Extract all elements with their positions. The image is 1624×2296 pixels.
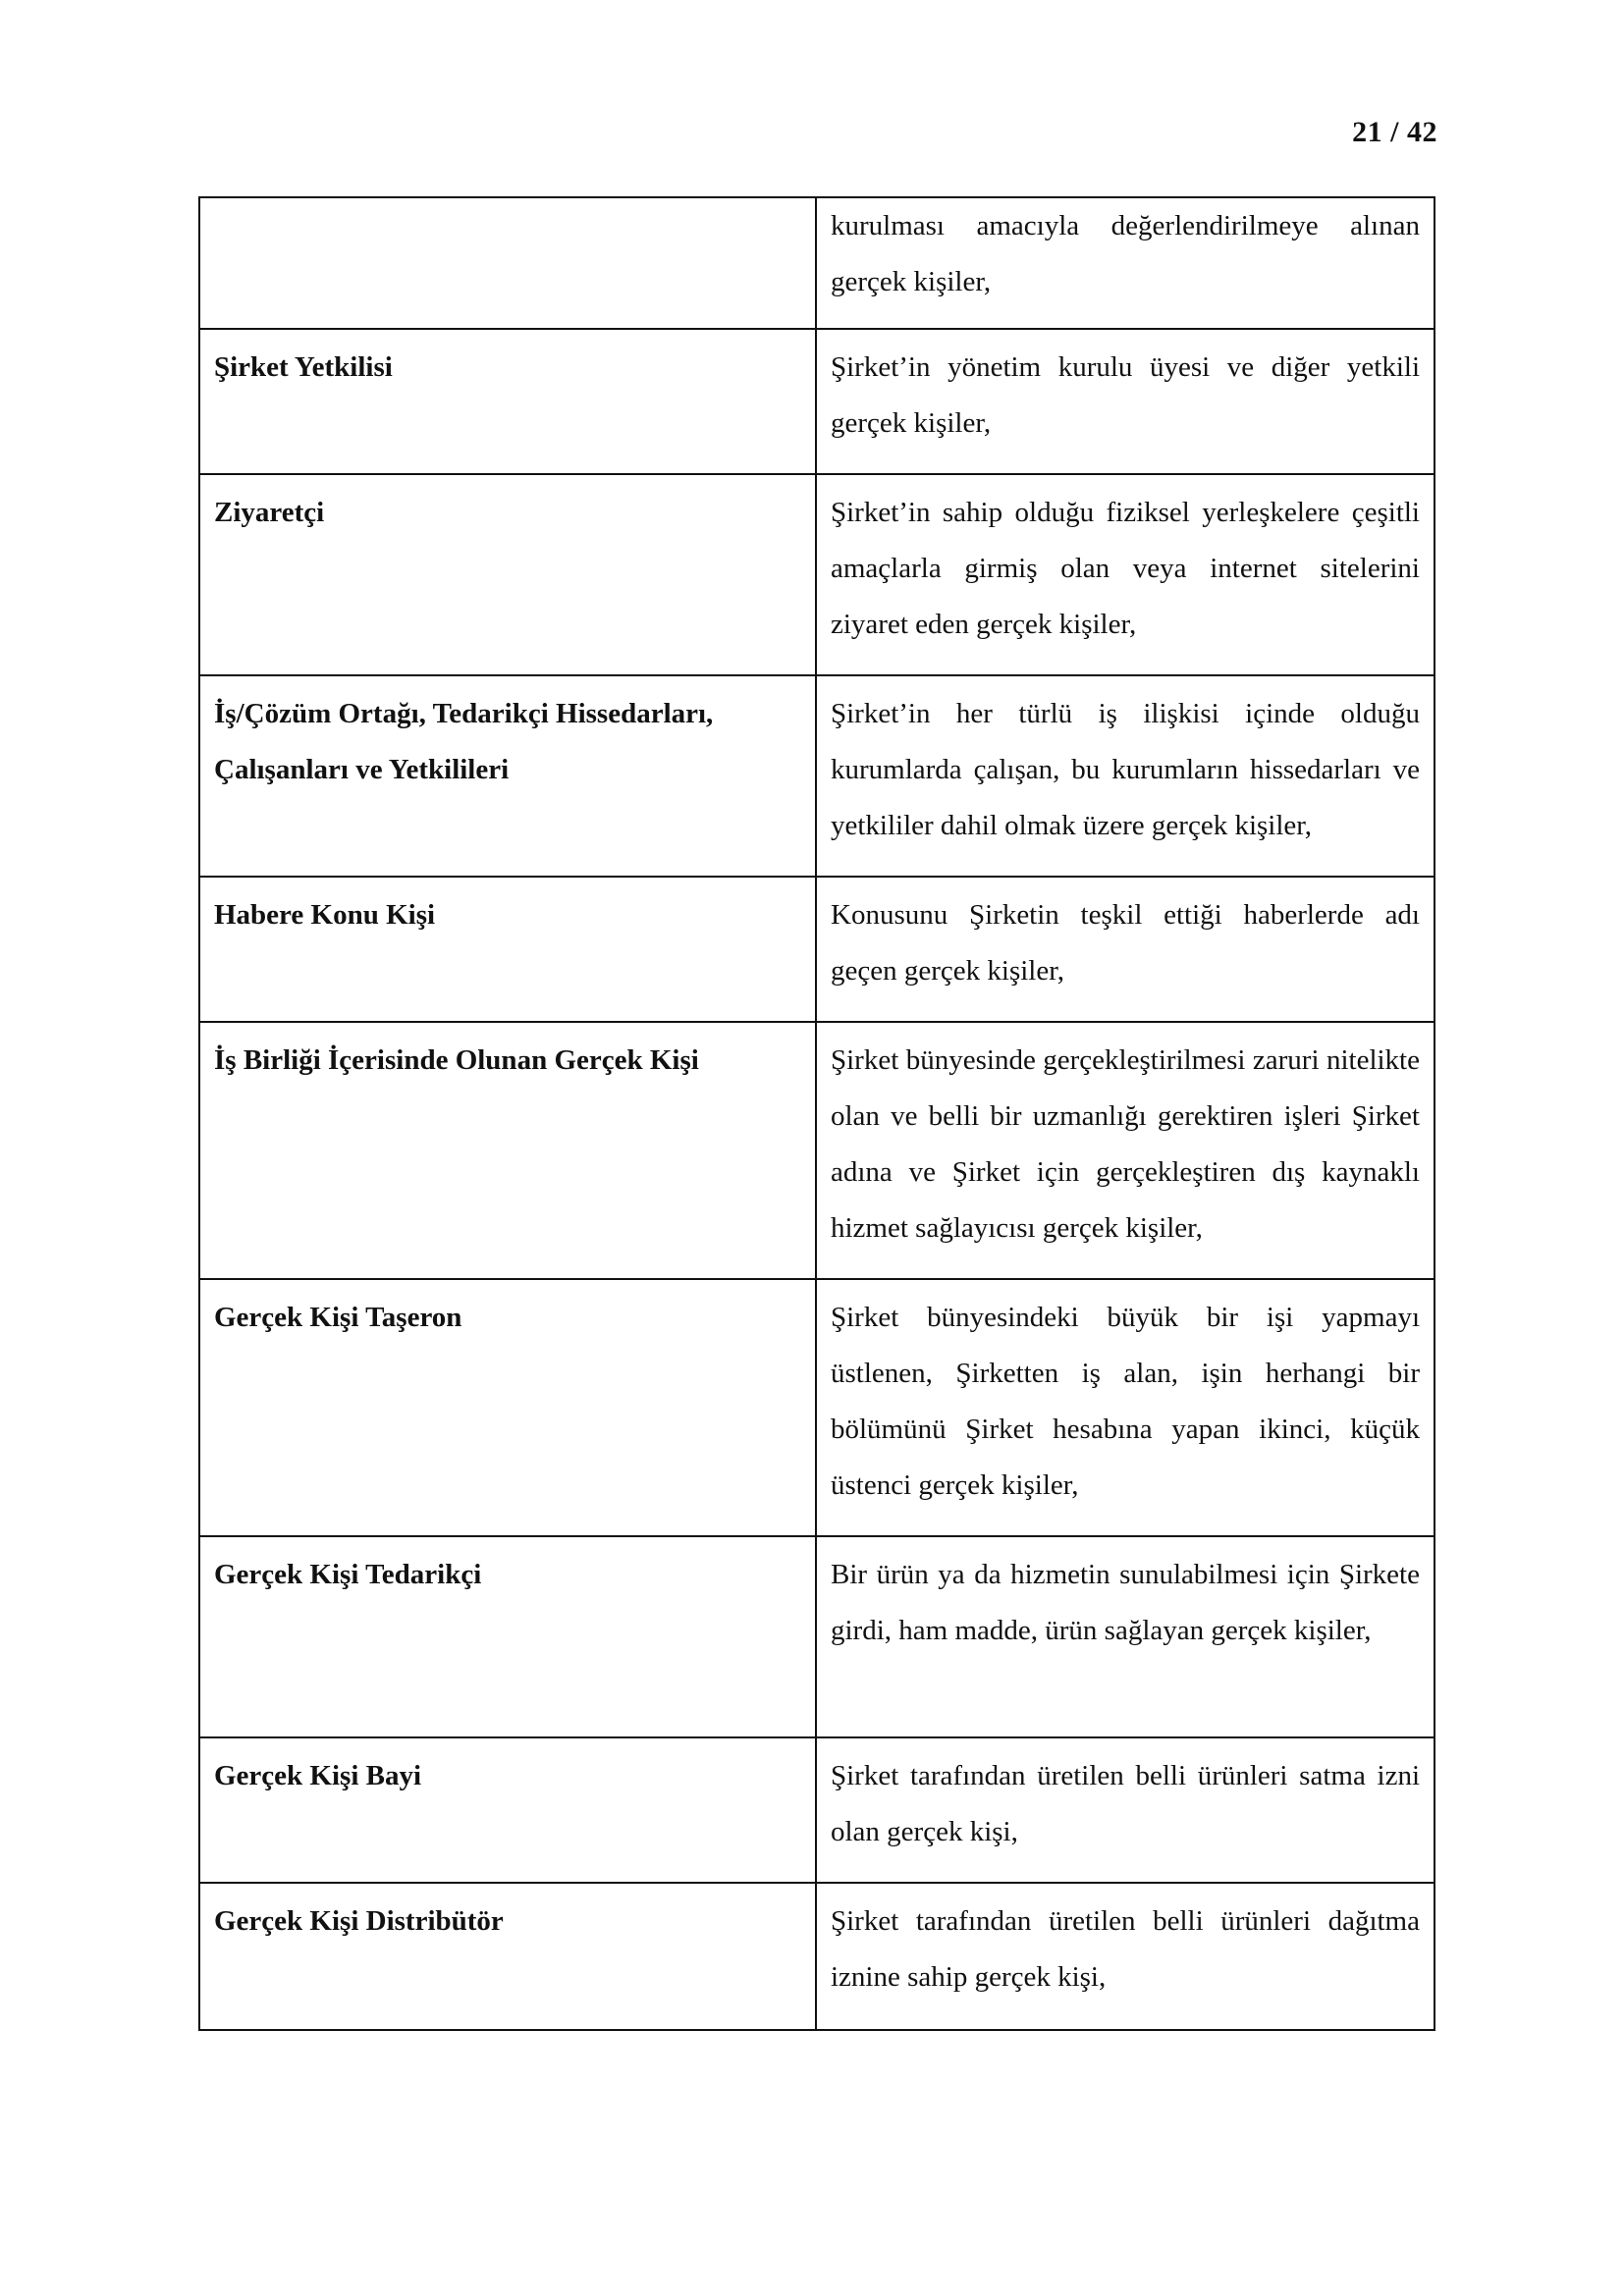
term-cell: İş/Çözüm Ortağı, Tedarikçi Hissedarları, Çalışanları ve Yetkilileri	[199, 675, 816, 877]
term-cell: Habere Konu Kişi	[199, 877, 816, 1022]
term-cell: Gerçek Kişi Distribütör	[199, 1883, 816, 2030]
table-row	[199, 877, 1435, 1022]
table-row	[199, 474, 1435, 675]
table-row	[199, 1883, 1435, 2030]
description-cell: Şirket bünyesindeki büyük bir işi yapmayı üstlenen, Şirketten iş alan, işin herhangi bir bölümünü Şirket hesabına yapan ikinci, küçük üstenci gerçek kişiler,	[816, 1279, 1435, 1536]
description-cell: Konusunu Şirketin teşkil ettiği haberlerde adı geçen gerçek kişiler,	[816, 877, 1435, 1022]
definitions-table	[198, 196, 1435, 2031]
description-cell: Şirket tarafından üretilen belli ürünleri satma izni olan gerçek kişi,	[816, 1737, 1435, 1883]
description-cell: Şirket’in yönetim kurulu üyesi ve diğer yetkili gerçek kişiler,	[816, 329, 1435, 474]
term-cell: Gerçek Kişi Taşeron	[199, 1279, 816, 1536]
term-cell: Gerçek Kişi Bayi	[199, 1737, 816, 1883]
table-row	[199, 1279, 1435, 1536]
table-row	[199, 1536, 1435, 1737]
description-cell: Şirket’in sahip olduğu fiziksel yerleşkelere çeşitli amaçlarla girmiş olan veya internet sitelerini ziyaret eden gerçek kişiler,	[816, 474, 1435, 675]
page-number: 21 / 42	[1352, 116, 1437, 148]
description-cell: Şirket’in her türlü iş ilişkisi içinde olduğu kurumlarda çalışan, bu kurumların hissedarları ve yetkililer dahil olmak üzere gerçek kişiler,	[816, 675, 1435, 877]
term-cell: Gerçek Kişi Tedarikçi	[199, 1536, 816, 1737]
table-row	[199, 1737, 1435, 1883]
description-cell: Şirket bünyesinde gerçekleştirilmesi zaruri nitelikte olan ve belli bir uzmanlığı gerektiren işleri Şirket adına ve Şirket için gerçekleştiren dış kaynaklı hizmet sağlayıcısı gerçek kişiler,	[816, 1022, 1435, 1279]
term-cell	[199, 197, 816, 329]
description-cell: Şirket tarafından üretilen belli ürünleri dağıtma iznine sahip gerçek kişi,	[816, 1883, 1435, 2030]
table-row	[199, 329, 1435, 474]
description-cell: Bir ürün ya da hizmetin sunulabilmesi için Şirkete girdi, ham madde, ürün sağlayan gerçek kişiler,	[816, 1536, 1435, 1737]
table-row	[199, 1022, 1435, 1279]
term-cell: İş Birliği İçerisinde Olunan Gerçek Kişi	[199, 1022, 816, 1279]
table-row	[199, 197, 1435, 329]
term-cell: Ziyaretçi	[199, 474, 816, 675]
term-cell: Şirket Yetkilisi	[199, 329, 816, 474]
description-cell: kurulması amacıyla değerlendirilmeye alınan gerçek kişiler,	[816, 197, 1435, 329]
table-row	[199, 675, 1435, 877]
